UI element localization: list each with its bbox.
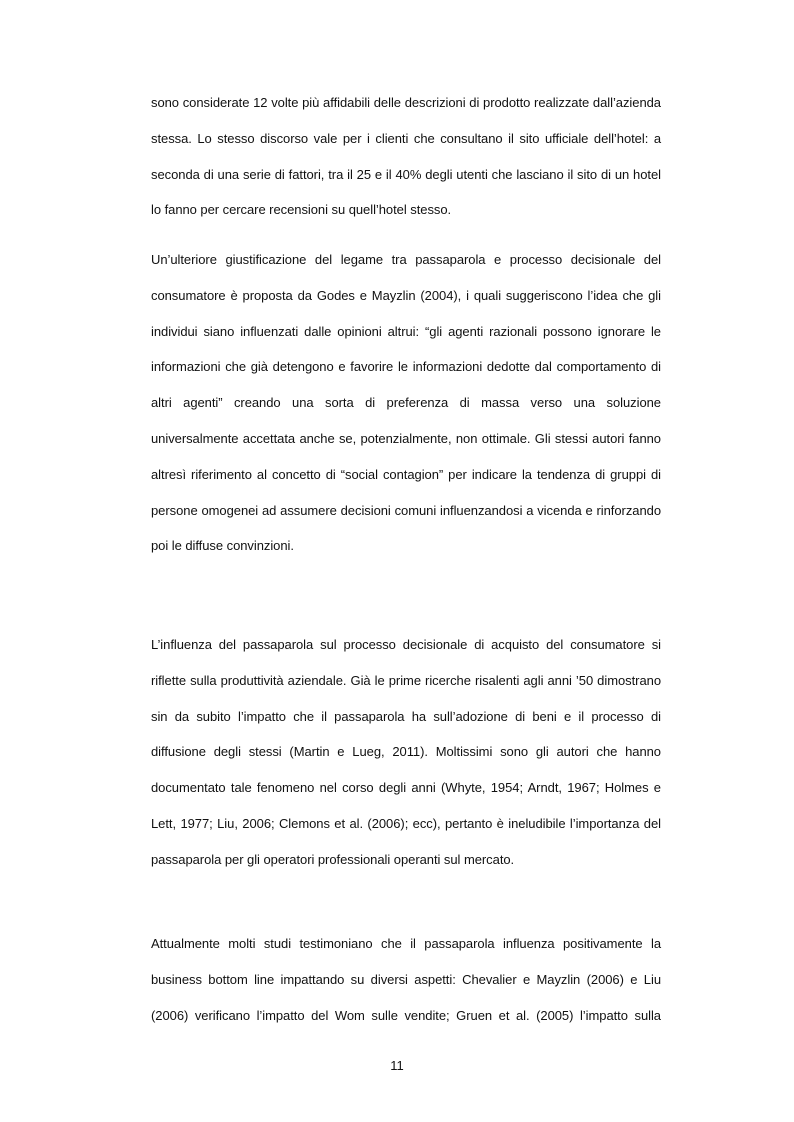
paragraph-godes-mayzlin: Un’ulteriore giustificazione del legame tra passaparola e processo decisionale del consumatore è proposta da Godes e Mayzlin (2004), i quali suggeriscono l’idea che gli individui siano influenzati dalle opinioni altrui: “gli agenti razionali possono ignorare le informazioni che già detengono e favorire le informazioni dedotte dal comportamento di altri agenti” creando una sorta di preferenza di massa verso una soluzione universalmente accettata anche se, potenzialmente, non ottimale. Gli stessi autori fanno altresì riferimento al concetto di “social contagion” per indicare la tendenza di gruppi di persone omogenei ad assumere decisioni comuni influenzandosi a vicenda e rinforzando poi le diffuse convinzioni. (151, 252, 661, 554)
paragraph-bottom-line: Attualmente molti studi testimoniano che il passaparola influenza positivamente la business bottom line impattando su diversi aspetti: Chevalier e Mayzlin (2006) e Liu (2006) verificano l’impatto del Wom sulle vendite; Gruen et al. (2005) l’impatto sulla (151, 936, 661, 1023)
paragraph-hotel-reviews: sono considerate 12 volte più affidabili delle descrizioni di prodotto realizzate dall’azienda stessa. Lo stesso discorso vale per i clienti che consultano il sito ufficiale dell’hotel: a seconda di una serie di fattori, tra il 25 e il 40% degli utenti che lasciano il sito di un hotel lo fanno per cercare recensioni su quell’hotel stesso. (151, 95, 661, 218)
paragraph-business-productivity: L’influenza del passaparola sul processo decisionale di acquisto del consumatore si riflette sulla produttività aziendale. Già le prime ricerche risalenti agli anni ’50 dimostrano sin da subito l’impatto che il passaparola ha sull’adozione di beni e il processo di diffusione degli stessi (Martin e Lueg, 2011). Moltissimi sono gli autori che hanno documentato tale fenomeno nel corso degli anni (Whyte, 1954; Arndt, 1967; Holmes e Lett, 1977; Liu, 2006; Clemons et al. (2006); ecc), pertanto è ineludibile l’importanza del passaparola per gli operatori professionali operanti sul mercato. (151, 637, 661, 867)
page-number: 11 (390, 1058, 404, 1073)
